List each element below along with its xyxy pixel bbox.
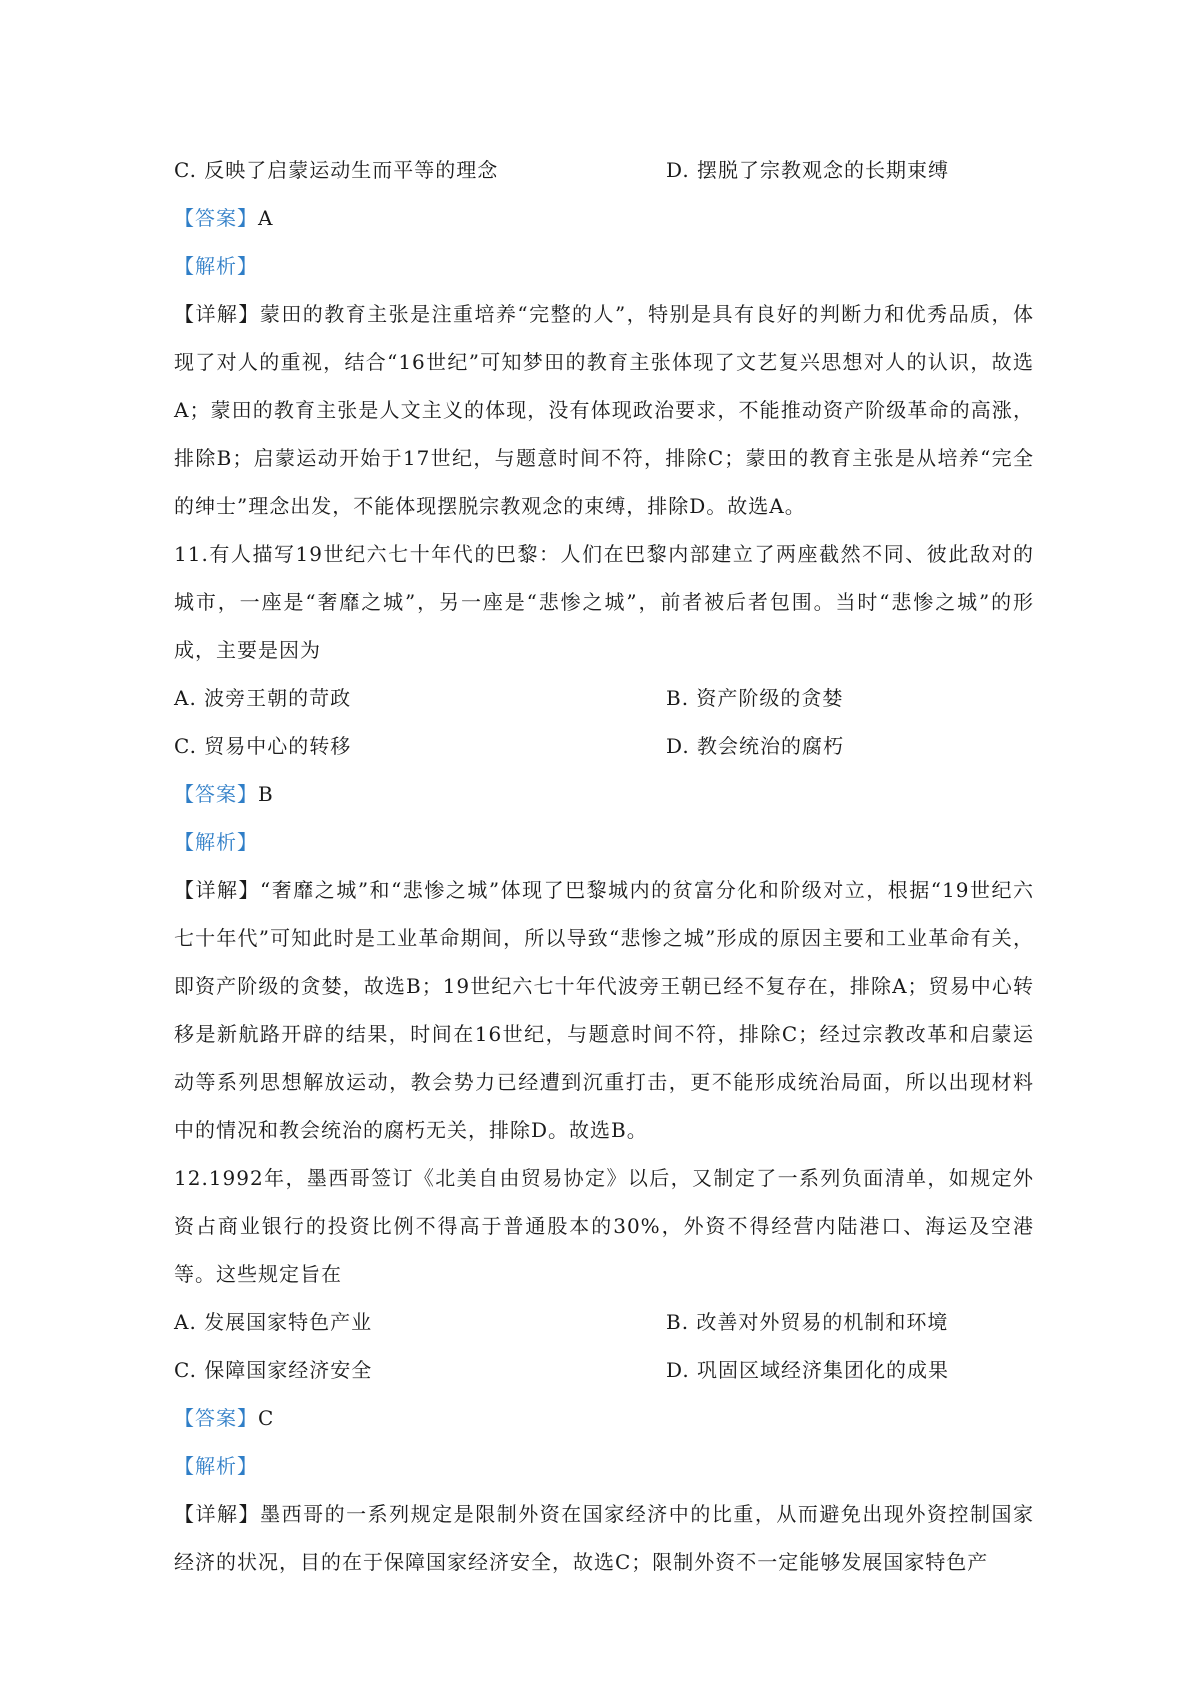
analysis-tag: 【解析】: [174, 254, 258, 278]
q10-options-row: [174, 146, 1034, 194]
answer-value: C: [258, 1406, 275, 1430]
q11-option-d: D. 教会统治的腐朽: [666, 734, 845, 758]
q12-option-b: B. 改善对外贸易的机制和环境: [666, 1310, 949, 1334]
answer-value: A: [258, 206, 274, 230]
answer-tag: 【答案】: [174, 1406, 258, 1430]
answer-tag: 【答案】: [174, 782, 258, 806]
q11-answer: [174, 770, 1034, 818]
answer-tag: 【答案】: [174, 206, 258, 230]
detail-text: 墨西哥的一系列规定是限制外资在国家经济中的比重，从而避免出现外资控制国家经济的状况，目的在于保障国家经济安全，故选C；限制外资不一定能够发展国家特色产: [174, 1502, 1035, 1574]
q12-option-a: A. 发展国家特色产业: [174, 1310, 373, 1334]
detail-tag: 【详解】: [174, 1502, 261, 1526]
q11-options-row-2: [174, 722, 1034, 770]
analysis-tag: 【解析】: [174, 830, 258, 854]
detail-text: 蒙田的教育主张是注重培养“完整的人”，特别是具有良好的判断力和优秀品质，体现了对人的重视，结合“16世纪”可知梦田的教育主张体现了文艺复兴思想对人的认识，故选A；蒙田的教育主张是人文主义的体现，没有体现政治要求，不能推动资产阶级革命的高涨，排除B；启蒙运动开始于17世纪，与题意时间不符，排除C；蒙田的教育主张是从培养“完全的绅士”理念出发，不能体现摆脱宗教观念的束缚，排除D。故选A。: [174, 302, 1035, 518]
q12-option-c: C. 保障国家经济安全: [174, 1358, 373, 1382]
q11-analysis: [174, 818, 1034, 866]
q12-stem: 12.1992年，墨西哥签订《北美自由贸易协定》以后，又制定了一系列负面清单，如规定外资占商业银行的投资比例不得高于普通股本的30%，外资不得经营内陆港口、海运及空港等。这些规定旨在: [174, 1166, 1034, 1286]
q12-answer: [174, 1394, 1034, 1442]
q10-detail: [174, 290, 1034, 530]
detail-tag: 【详解】: [174, 878, 261, 902]
q12-options-row-2: [174, 1346, 1034, 1394]
q10-answer: [174, 194, 1034, 242]
q10-option-c: C. 反映了启蒙运动生而平等的理念: [174, 158, 499, 182]
q12-analysis: [174, 1442, 1034, 1490]
q11-option-a: A. 波旁王朝的苛政: [174, 686, 352, 710]
document-content: [174, 146, 1034, 1586]
q10-option-d: D. 摆脱了宗教观念的长期束缚: [666, 158, 950, 182]
q10-analysis: [174, 242, 1034, 290]
detail-text: “奢靡之城”和“悲惨之城”体现了巴黎城内的贫富分化和阶级对立，根据“19世纪六七十年代”可知此时是工业革命期间，所以导致“悲惨之城”形成的原因主要和工业革命有关，即资产阶级的贪婪，故选B；19世纪六七十年代波旁王朝已经不复存在，排除A；贸易中心转移是新航路开辟的结果，时间在16世纪，与题意时间不符，排除C；经过宗教改革和启蒙运动等系列思想解放运动，教会势力已经遭到沉重打击，更不能形成统治局面，所以出现材料中的情况和教会统治的腐朽无关，排除D。故选B。: [174, 878, 1034, 1142]
q12-options-row-1: [174, 1298, 1034, 1346]
q11-option-c: C. 贸易中心的转移: [174, 734, 352, 758]
detail-tag: 【详解】: [174, 302, 260, 326]
q12-detail: [174, 1490, 1034, 1586]
q11-option-b: B. 资产阶级的贪婪: [666, 686, 844, 710]
q11-stem: 11.有人描写19世纪六七十年代的巴黎：人们在巴黎内部建立了两座截然不同、彼此敌对的城市，一座是“奢靡之城”，另一座是“悲惨之城”，前者被后者包围。当时“悲惨之城”的形成，主要是因为: [174, 542, 1034, 662]
q12-option-d: D. 巩固区域经济集团化的成果: [666, 1358, 950, 1382]
q11-detail: [174, 866, 1034, 1154]
analysis-tag: 【解析】: [174, 1454, 258, 1478]
q11-options-row-1: [174, 674, 1034, 722]
answer-value: B: [258, 782, 274, 806]
